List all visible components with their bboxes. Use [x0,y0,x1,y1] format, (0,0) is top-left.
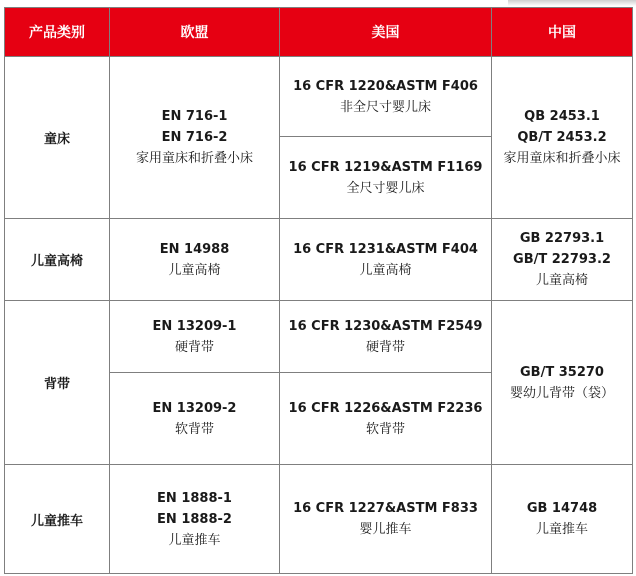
standard-code: EN 716-1 [161,109,228,124]
standard-desc: 家用童床和折叠小床 [135,151,253,166]
standard-desc: 儿童高椅 [359,262,412,278]
crib-us-a-cell [280,57,492,137]
standard-desc: 儿童推车 [168,532,221,548]
category-carrier: 背带 [5,301,110,465]
standard-desc: 硬背带 [365,339,405,355]
header-us: 美国 [280,8,492,57]
standard-code: EN 13209-2 [152,400,237,416]
standard-code: EN 1888-1 [157,490,232,506]
standard-desc: 家用童床和折叠小床 [503,151,621,166]
standard-code: GB/T 22793.2 [513,252,611,267]
standard-code: EN 1888-2 [157,511,232,527]
header-cn: 中国 [492,8,633,57]
standard-code: EN 716-2 [161,130,228,145]
crib-us-b-cell [280,137,492,219]
header-eu: 欧盟 [110,8,280,57]
category-highchair: 儿童高椅 [5,219,110,301]
carrier-cn-cell [492,301,633,465]
table-row [5,465,633,574]
standard-code: 16 CFR 1226&ASTM F2236 [288,400,483,416]
category-crib: 童床 [5,57,110,219]
standards-table [4,7,633,574]
crib-cn-cell [492,57,633,219]
table-row [5,219,633,301]
header-row [5,8,633,57]
category-stroller: 儿童推车 [5,465,110,574]
standard-code: EN 13209-1 [152,318,237,334]
standard-desc: 儿童高椅 [168,262,221,278]
highchair-us-cell [280,219,492,301]
standard-desc: 儿童高椅 [535,273,588,288]
carrier-eu-a-cell [110,301,280,373]
table-row [5,301,633,373]
stroller-cn-cell [492,465,633,574]
carrier-us-b-cell [280,373,492,465]
standard-desc: 婴幼儿背带（袋） [509,385,614,401]
standard-desc: 全尺寸婴儿床 [346,180,425,196]
standard-code: QB/T 2453.2 [517,130,607,145]
standard-code: GB 14748 [526,501,598,516]
carrier-us-a-cell [280,301,492,373]
highchair-eu-cell [110,219,280,301]
standard-code: EN 14988 [159,241,230,257]
header-category: 产品类别 [5,8,110,57]
standard-desc: 婴儿推车 [359,522,412,537]
standard-desc: 非全尺寸婴儿床 [339,99,431,115]
standard-desc: 软背带 [365,421,405,437]
standard-code: 16 CFR 1227&ASTM F833 [293,501,478,516]
carrier-eu-b-cell [110,373,280,465]
stroller-eu-cell [110,465,280,574]
standard-desc: 硬背带 [174,339,214,355]
standard-desc: 儿童推车 [535,522,588,537]
decorative-shadow [508,0,636,6]
stroller-us-cell [280,465,492,574]
crib-eu-cell [110,57,280,219]
standard-code: 16 CFR 1220&ASTM F406 [293,78,478,94]
standard-code: QB 2453.1 [524,109,600,124]
highchair-cn-cell [492,219,633,301]
standard-code: 16 CFR 1230&ASTM F2549 [288,318,483,334]
standard-desc: 软背带 [174,421,214,437]
table-row [5,57,633,137]
standard-code: GB/T 35270 [520,364,604,380]
standard-code: 16 CFR 1219&ASTM F1169 [288,159,483,175]
standard-code: GB 22793.1 [519,231,605,246]
standard-code: 16 CFR 1231&ASTM F404 [293,241,478,257]
